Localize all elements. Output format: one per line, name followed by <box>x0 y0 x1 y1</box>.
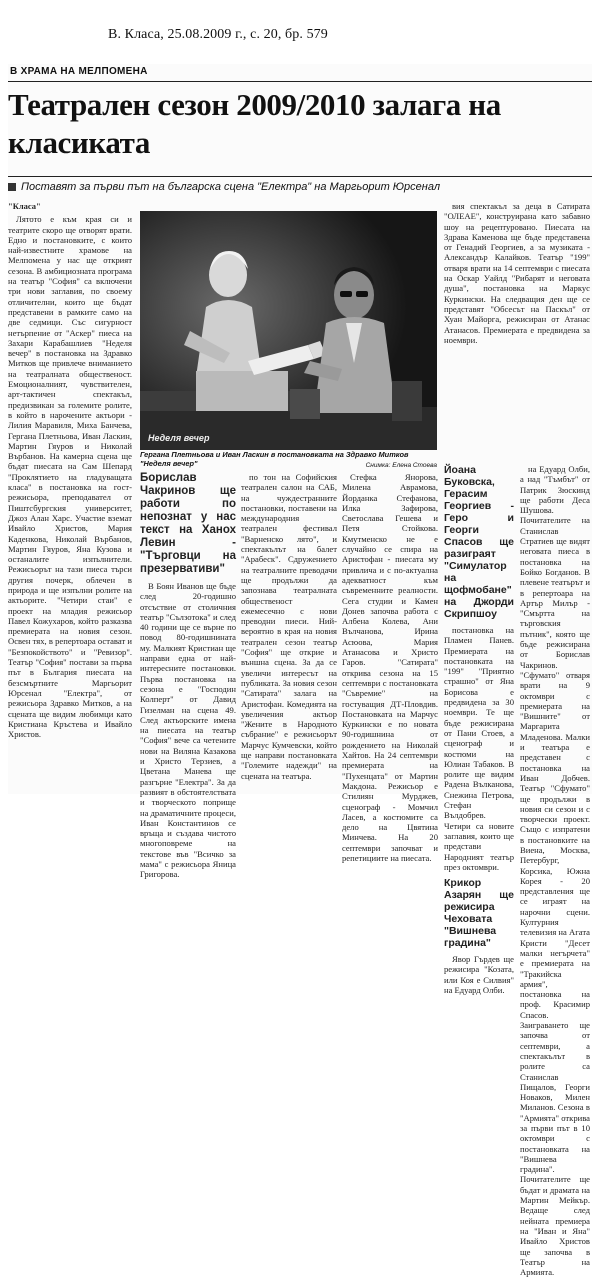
column-2-subheading: Борислав Чакринов ще работи по непознат у нас текст на Ханох Левин - "Търговци на презервативи" <box>140 472 236 575</box>
column-5 <box>444 201 590 451</box>
column-5-text: вия спектакъл за деца в Сатирата "ОЛЕАЕ", конструирана като забавно шоу на рецептуровано. Пиесата на Здрава Каменова ще бъде представена от Генадий Георгиев, а за музиката - Александър Калайков. Театър "199" отваря врати на 14 септември с пиесата на Оскар Уайлд "Рибарят и неговата душа", постановка на Маркус Куркински. На следващия ден ще се представят "Обсесът на Паскъл" от Хуан Майорга, режисиран от Атанас Атанасов. Премиерата е предвидена за ноември. <box>444 201 590 345</box>
column-2 <box>140 472 236 880</box>
column-1 <box>8 201 132 796</box>
column-4 <box>342 472 438 863</box>
bullet-square-icon <box>8 183 16 191</box>
article-headline: Театрален сезон 2009/2010 залага на класиката <box>8 87 501 160</box>
article-subtitle <box>8 181 592 193</box>
column-1-text: Лятото е към края си и театрите скоро ще отворят врати. Едно и постановките, с които най-известните храмове на Мелпомена у нас ще открият сезона. В амбициозната програма на театър "София" са включени три нови заглавия, по своему отличителни, които ще бъдат представени в рамките само на две седмици. Със сигурност нетърпение от "Аскер" пиеса на Захари Карабашлиев "Неделя вечер" в постановка на Здравко Митков ще привлече вниманието на театралната общественост. Емоционалният, чувствителен, арт-тактичен спектакъл, предизвикан за големите ролите, в който в нарочените актьори - Лилия Маравиля, Миха Банчева, Гергана Плетньова, Иван Ласкин, Мартин Гяуров и Николай Върбанов. На камерна сцена ще бъдат пиесата на Сам Шепард "Проклятието на гладуващата класа" в постановка на гост-режисьора, преподавател от Пиштсбургския университет, Джоз Алан Харс. Участие вземат Ивайло Христов, Мария Каденкова, Николай Върбанов, Мартин Гяуров, Яна Кузова и останалите изпълнители. Режисьорът на тази пиеса търси другия почерк, облечен в природа и ще изпълни ролите на актьорите. "Четири стаи" е проект на младия режисьор Павел Кожухаров, който разказва премиерата на новия сезон. Освен тях, в репертоара остават и "Безпокойството" и "Ревизор". Театър "София" постави за първа път в България пиесата на безсмъртните Маргьорит Юрсенал "Електра", от режисьора Здравко Митков, а на сцената ще видим любимци като Кристиана Кръстева и Ивайло Христов. <box>8 214 132 740</box>
section-rubric: В ХРАМА НА МЕЛПОМЕНА <box>10 66 148 77</box>
column-6-text: на Едуард Олби, а над "Тъмбът" от Патрик Зюскинд ще работи Деса Шушова. Почитателите на Станислав Стратиев ще видят неговата пиеса в постановка на Бойко Богданов. В плевене театърът и в репертоара на Артър Милър - "Смъртта на търговския пътник", която ще бъде режисирана от Борислав Чакринов. "Сфумато" отваря врати на 9 октомври с премиерата на "Вишните" от Маргарита Младенова. Малки и театъра е представен с постановка на Иван Добчев. Театър "Сфумато" ще продължи в новия си сезон и с творчески проект. Също с изпратени в постановките на Виена, Москва, Петербург, Корсика, Южна Корея - 20 представления ще се играят на нарочни сцени. Културния телевизия на Агата Кристи "Десет малки негърчета" е премиерата на "Тракийска армия", постановка на проф. Красимир Спасов. Заиграването ще започва от септември, а спектакълът в ролите са Станислав Пищалов, Георги Новаков, Милен Миланов. Сезона в "Армията" открива за първи път в 10 октомври с постановката на "Вишнева градина". Почитателите ще бъдат и драмата на Мартин Мейкър. Ведаще след нейната премиера на "Иван и Яна" Ивайло Христов ще започва в Театър на Армията. <box>520 464 590 1277</box>
citation-header: В. Класа, 25.08.2009 г., с. 20, бр. 579 <box>108 27 328 42</box>
byline: "Класа" <box>8 201 41 211</box>
photo-illustration <box>140 211 437 450</box>
subtitle-text: Поставят за първи път на българска сцена "Електра" на Маргьорит Юрсенал <box>21 181 441 193</box>
article-photo <box>140 211 437 450</box>
column-2-text: В Боян Иванов ще бъде след 20-годишно отсъствие от столичния театър "Сълзотока" и след 40 години ще се върне по повод 80-годишнината му. Малкият Кристиан ще направи една от най-интересните постановки. Първа постановка на сезона е "Господин Колперт" от Давид Гизелман на сцена 49. След актьорските имена на пиесата на театър "София" вече са четените нови на Виляна Казакова и Христо Терзиев, а Цветана Манева ще разгърне "Електра". За да развият в обстоятелствата и творческото поприще на драматичните процеси, Иван Константинов се връща и създава чистото многоповреме на текстове във "Всичко за мама" с режисьора Яница Григорова. <box>140 581 236 880</box>
column-5-text-3: Явор Гърдев ще режисира "Козата, или Коя е Силвия" на Едуард Олби. <box>444 954 514 996</box>
column-5-lower <box>444 464 514 996</box>
column-3-text: по тон на Софийския театрален салон на САБ, на чуждестранните постановки, поставени на международния театрален фестивал "Варненско лято", и спектакълът на балет "Арабеск". Сдружението на театралните преводачи ще продължи да запознава театралната общественост ежемесечно с нови преводни пиеси. Ний-вероятно в края на новия театрален сезон театър "София" ще открие и външна сцена. За да се увеличи интересът на публиката. За новия сезон "Сатирата" залага на Аристофан. Комедията на увеличения актьор "Жените в Народното събрание" е режисьорът Марчус Кумчевски, който ще направи постановката "Големите надежди" на сцената на театъра. <box>241 472 337 781</box>
photo-caption <box>140 450 437 468</box>
column-5-text-2: постановка на Пламен Панев. Премиерата на постановката на "199" "Приятно страшно" от Яна Борисова е предвидена за 30 ноември. Те ще бъде режисиранa от Пани Стоев, а сценограф и костюми на Юлиан Табаков. В ролите ще видим Радена Вълканова, Снежина Петрова, Стефан Вълдобрев. Четири са новите заглавия, които ще представи Народният театър през октомври. <box>444 625 514 872</box>
rubric-divider <box>8 81 592 82</box>
newspaper-clipping <box>8 64 592 1277</box>
column-5-subheading: Йоана Буковска, Герасим Георгиев - Геро и Георги Спасов ще разиграят "Симулатор на щофмобане" на Джорди Скрипшоу <box>444 464 514 620</box>
column-6 <box>520 464 590 1277</box>
column-5-subheading-2: Крикор Азарян ще режисира Чеховата "Вишнева градина" <box>444 877 514 950</box>
headline-divider <box>8 176 592 177</box>
column-4-text: Стефка Янорова, Милена Аврамова, Йорданка Стефанова, Илка Зафирова, Светослава Гешева и Петя Стойкова. Кмутменско не е случайно се спира на Аристофан - пиесата му привлича и с по-актуална адекватност към съвременните реалности. Сега студии и Камен Донев започва работа с Албена Колева, Ани Вълчанова, Ирина Асюова, Мария Атанасова и Христо Гаров. "Сатирата" открива сезона на 15 септември с постановката "Съвремие" на гостуващия ДТ-Пловдив. Постановката на Марчус Куркински е по новата 90-годишнина от рождението на Николай Хайтов. На 24 септември премиерата на "Пухенцата" от Мартин Макдона. Режисьор е Стилиян Мурджев, сценограф - Момчил Ласев, а костюмите са дело на Цвятина Минчева. На 20 септември започват и репетициите на пиесата. <box>342 472 438 863</box>
column-3 <box>241 472 337 794</box>
photo-credit: Снимка: Елена Стоева <box>365 462 437 469</box>
photo-caption-text: Гергана Плетньова и Иван Ласкин в постановката на Здравко Митков "Неделя вечер" <box>140 450 409 468</box>
photo-page-text: Неделя вечер <box>148 433 210 443</box>
